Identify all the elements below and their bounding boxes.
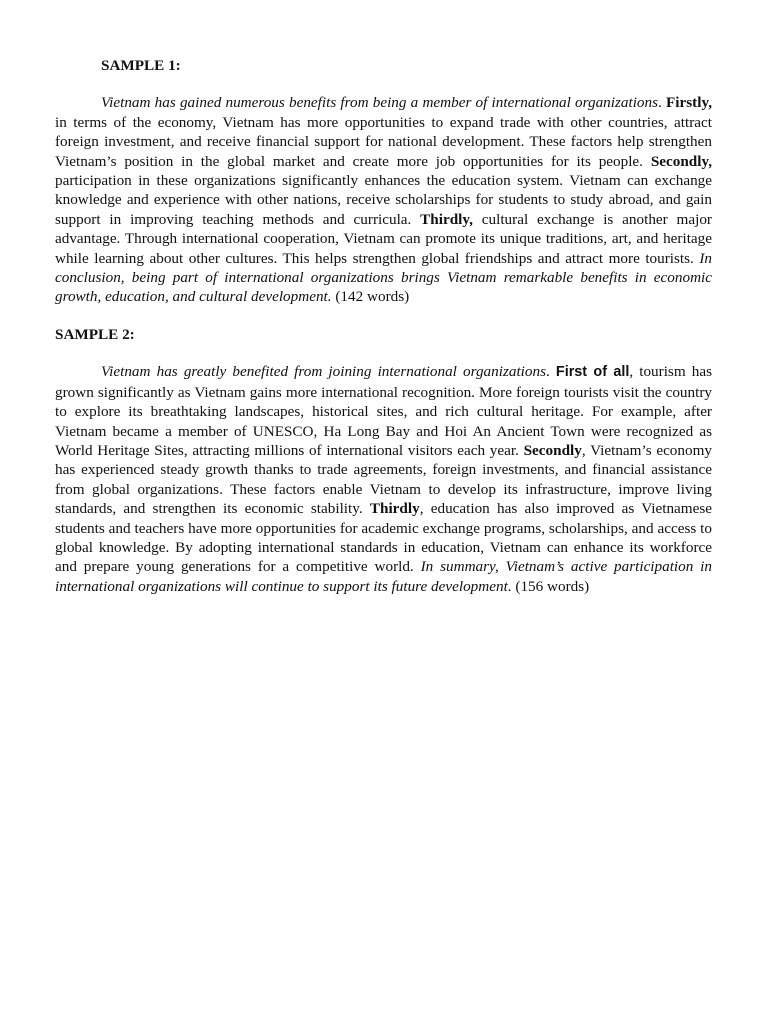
- text-run: , education has also improved as Vietnamese students and teachers have more opportunities for academic exchange programs, scholarships, and access to global knowledge. By adopting international standards in education, Vietnam can enhance its workforce and prepare young generations for a competitive world.: [55, 500, 713, 576]
- sample-1-paragraph: [55, 93, 712, 306]
- sample-1-word-count: (142 words): [331, 288, 410, 306]
- text-run: in terms of the economy, Vietnam has more opportunities to expand trade with other countries, attract foreign investment, and receive financial support for national development. These factors help strengthen Vietnam’s position in the global market and create more job opportunities for its people.: [55, 113, 712, 170]
- sample-1-thirdly: Thirdly,: [420, 210, 473, 228]
- spacer: [55, 307, 712, 325]
- text-run: participation in these organizations significantly enhances the education system. Vietnam can exchange knowledge and experience with other nations, receive scholarships for students to study abroad, and gain support in improving teaching methods and curricula.: [55, 172, 712, 228]
- sample-1-secondly: Secondly,: [650, 152, 712, 170]
- sample-1-conclusion: In conclusion, being part of international organizations brings Vietnam remarkable benefits in economic growth, education, and cultural development.: [55, 249, 712, 306]
- sample-2-word-count: (156 words): [511, 577, 590, 595]
- sample-2-secondly: Secondly: [523, 441, 582, 459]
- sample-1-firstly: Firstly,: [666, 94, 712, 112]
- sample-2-thirdly: Thirdly: [369, 500, 420, 518]
- text-run: .: [507, 577, 512, 595]
- document-page: [55, 56, 712, 596]
- text-run: .: [545, 363, 556, 381]
- text-run: .: [658, 94, 667, 112]
- sample-2-topic-sentence: Vietnam has greatly benefited from joining international organizations: [101, 363, 546, 381]
- text-run: , Vietnam’s economy has experienced steady growth thanks to trade agreements, foreign investments, and financial assistance from global organizations. These factors enable Vietnam to develop its infrastructure, improve living standards, and strengthen its economic stability.: [55, 441, 712, 518]
- text-run: , tourism has grown significantly as Vietnam gains more international recognition. More foreign tourists visit the country to explore its breathtaking landscapes, historical sites, and rich cultural heritage. For example, after Vietnam became a member of UNESCO, Ha Long Bay and Hoi An Ancient Town were recognized as World Heritage Sites, attracting millions of international visitors each year.: [55, 363, 713, 459]
- sample-2-heading: SAMPLE 2:: [55, 325, 135, 343]
- sample-2-conclusion: In summary, Vietnam’s active participation in international organizations will continue to support its future development: [55, 558, 712, 595]
- text-run: cultural exchange is another major advantage. Through international cooperation, Vietnam can promote its unique traditions, art, and heritage while learning about other cultures. This helps strengthen global friendships and attract more tourists.: [55, 210, 712, 267]
- sample-2-first-of-all: First of all: [555, 364, 630, 381]
- spacer: [55, 344, 712, 362]
- sample-1-heading: SAMPLE 1:: [101, 57, 181, 74]
- sample-1-topic-sentence: Vietnam has gained numerous benefits from being a member of international organizations: [101, 94, 659, 112]
- sample-2-paragraph: [55, 362, 712, 596]
- spacer: [55, 75, 712, 93]
